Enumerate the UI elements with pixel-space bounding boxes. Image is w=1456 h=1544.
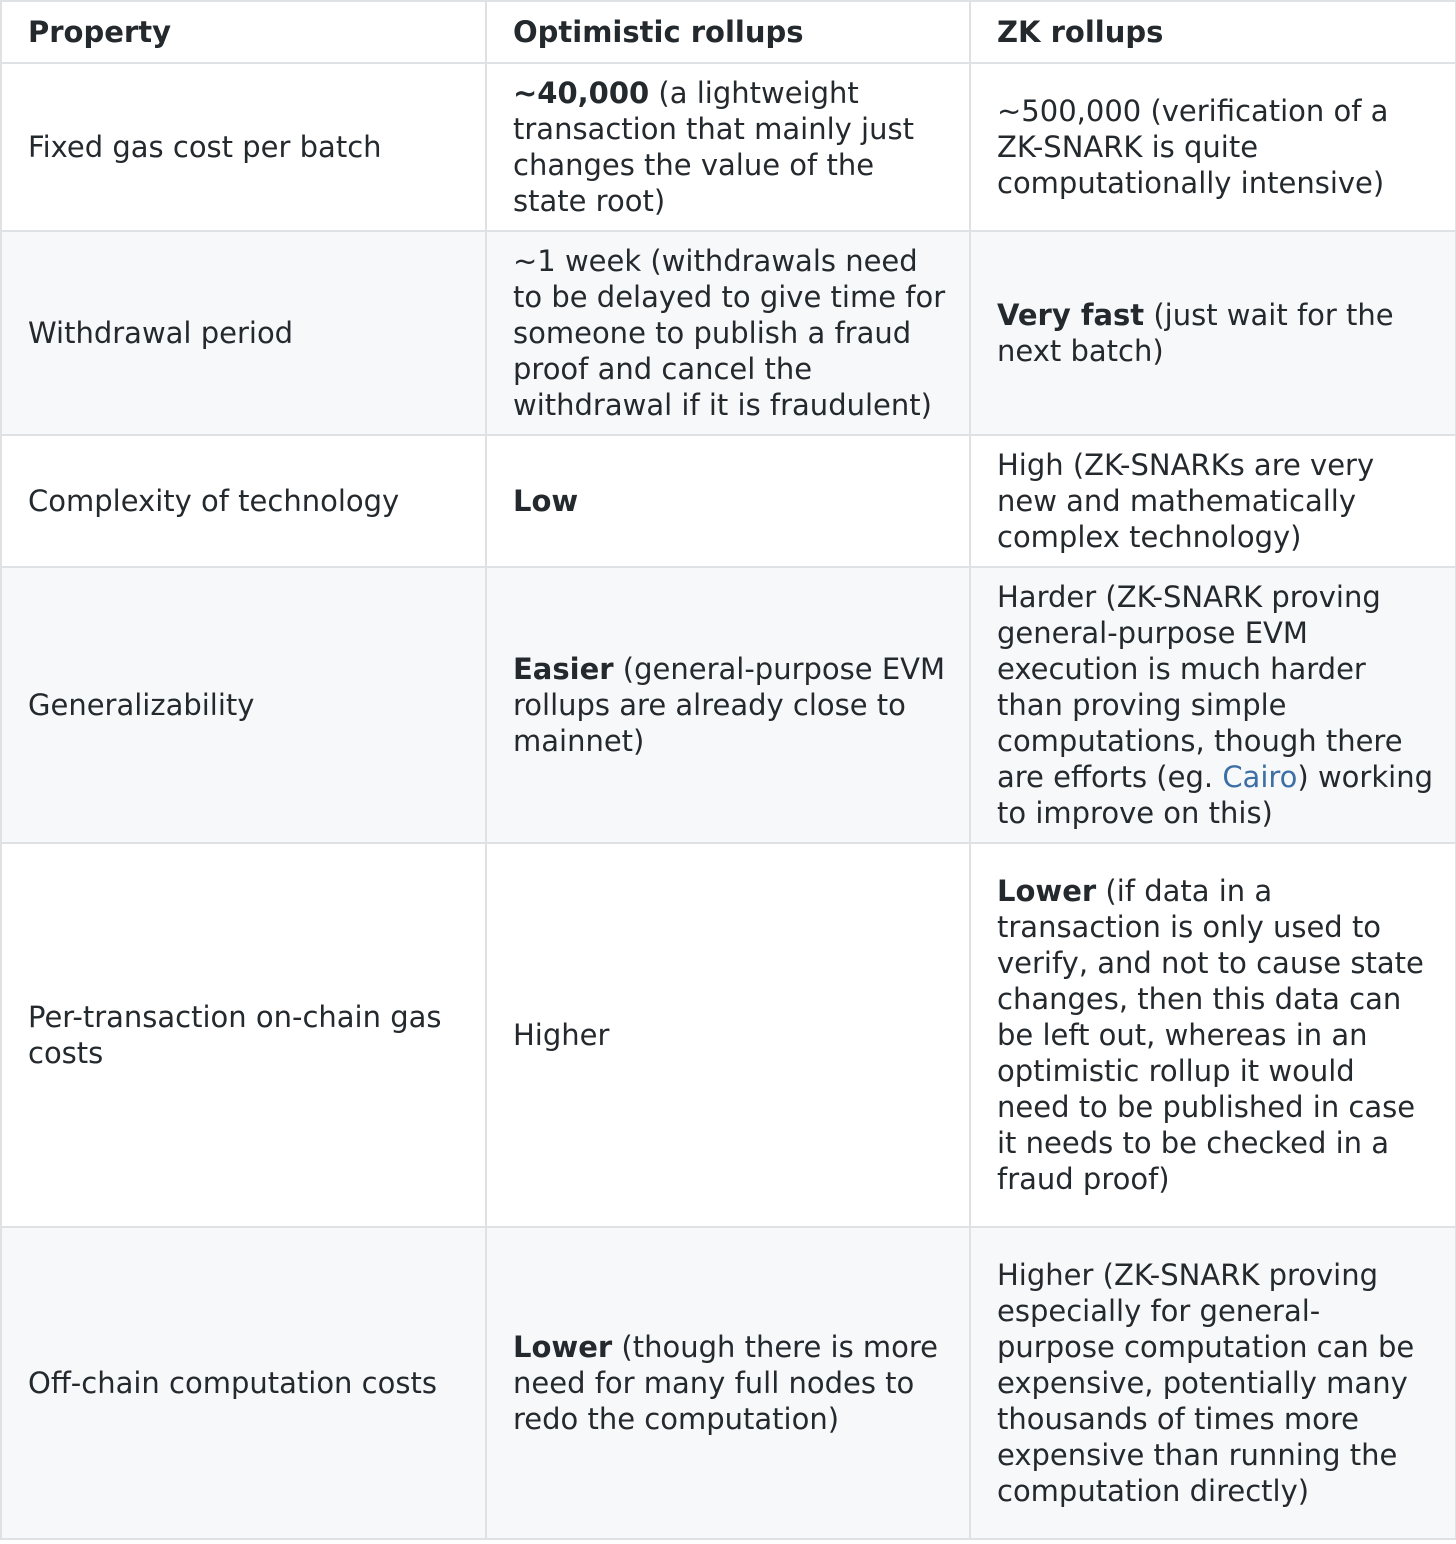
property-cell: Per-transaction on-chain gas costs xyxy=(1,843,486,1227)
cell-text: ~1 week (withdrawals need to be delayed to give time for someone to publish a fraud proof and cancel the withdrawal if it is fraudulent) xyxy=(513,244,946,422)
cell-text: Higher (ZK-SNARK proving especially for general-purpose computation can be expensive, potentially many thousands of times more expensive than running the computation directly) xyxy=(997,1258,1415,1508)
table-row xyxy=(1,567,1456,843)
optimistic-cell xyxy=(486,435,970,567)
bold-text: Low xyxy=(513,484,579,518)
zk-cell xyxy=(970,435,1456,567)
property-cell: Complexity of technology xyxy=(1,435,486,567)
optimistic-cell xyxy=(486,567,970,843)
zk-cell xyxy=(970,1227,1456,1539)
bold-text: ~40,000 xyxy=(513,76,650,110)
optimistic-cell xyxy=(486,231,970,435)
property-cell: Withdrawal period xyxy=(1,231,486,435)
table-row xyxy=(1,63,1456,231)
optimistic-cell xyxy=(486,63,970,231)
cell-text: Higher xyxy=(513,1018,610,1052)
table-row xyxy=(1,843,1456,1227)
optimistic-cell xyxy=(486,843,970,1227)
table-row xyxy=(1,435,1456,567)
bold-text: Very fast xyxy=(997,298,1145,332)
header-property: Property xyxy=(1,1,486,63)
header-zk-rollups: ZK rollups xyxy=(970,1,1456,63)
property-cell: Off-chain computation costs xyxy=(1,1227,486,1539)
optimistic-cell xyxy=(486,1227,970,1539)
cell-text: (though there is more need for many full nodes to redo the computation) xyxy=(513,1330,939,1436)
property-cell: Fixed gas cost per batch xyxy=(1,63,486,231)
cell-text: High (ZK-SNARKs are very new and mathematically complex technology) xyxy=(997,448,1375,554)
cell-text: ) working to improve on this) xyxy=(997,760,1433,830)
cell-text: (just wait for the next batch) xyxy=(997,298,1394,368)
zk-cell xyxy=(970,843,1456,1227)
table-header-row xyxy=(1,1,1456,63)
bold-text: Lower xyxy=(513,1330,613,1364)
bold-text: Lower xyxy=(997,874,1097,908)
property-cell: Generalizability xyxy=(1,567,486,843)
cell-text: (if data in a transaction is only used to verify, and not to cause state changes, then this data can be left out, whereas in an optimistic rollup it would need to be published in case it needs to be checked in a fraud proof) xyxy=(997,874,1424,1196)
zk-cell xyxy=(970,63,1456,231)
cairo-link[interactable]: Cairo xyxy=(1222,760,1298,794)
header-optimistic-rollups: Optimistic rollups xyxy=(486,1,970,63)
table-row xyxy=(1,231,1456,435)
zk-cell xyxy=(970,567,1456,843)
table-row xyxy=(1,1227,1456,1539)
cell-text: Harder (ZK-SNARK proving general-purpose EVM execution is much harder than proving simple computations, though there are efforts (eg. xyxy=(997,580,1403,794)
zk-cell xyxy=(970,231,1456,435)
cell-text: (a lightweight transaction that mainly just changes the value of the state root) xyxy=(513,76,914,218)
bold-text: Easier xyxy=(513,652,614,686)
cell-text: ~500,000 (verification of a ZK-SNARK is quite computationally intensive) xyxy=(997,94,1389,200)
cell-text: (general-purpose EVM rollups are already close to mainnet) xyxy=(513,652,945,758)
